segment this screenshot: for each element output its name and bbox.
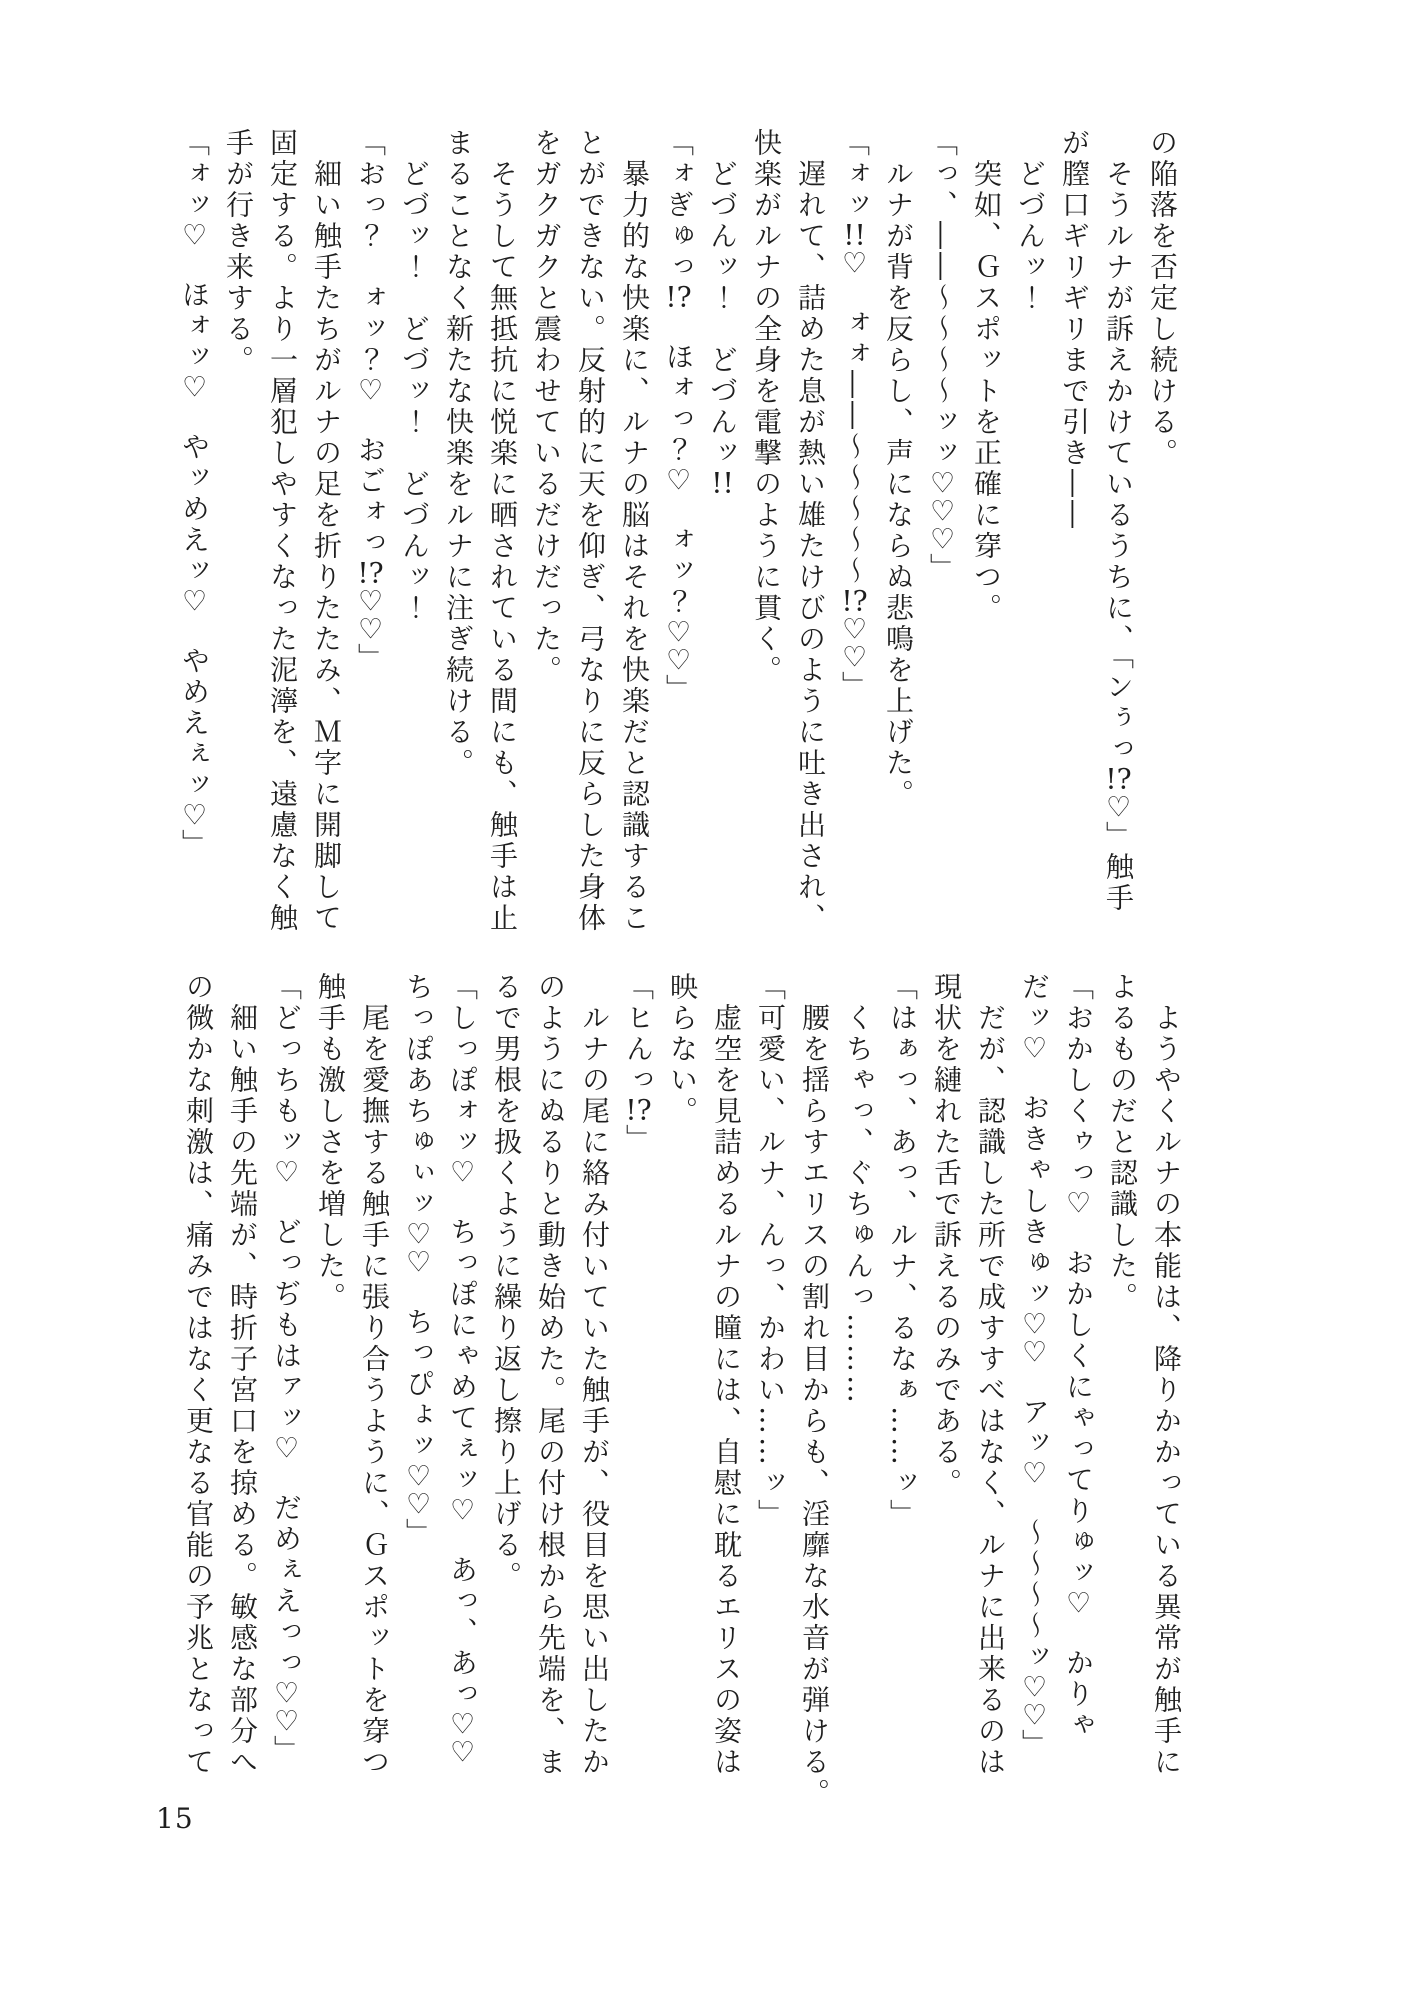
text-line: 映らない。 bbox=[666, 972, 699, 1127]
text-line: そうルナが訴えかけているうちに、「ンぅっ!?♡」触手 bbox=[1102, 128, 1135, 914]
text-line: が膣口ギリギリまで引き―― bbox=[1058, 128, 1091, 531]
text-line: 現状を縺れた舌で訴えるのみである。 bbox=[930, 972, 963, 1499]
text-line: 「おっ？ ォッ？♡ おごォっ!?♡♡」 bbox=[354, 128, 387, 674]
text-line: 「可愛い、ルナ、んっ、かわい……ッ」 bbox=[754, 972, 787, 1530]
text-line: 快楽がルナの全身を電撃のように貫く。 bbox=[750, 128, 783, 686]
text-line: のようにぬるりと動き始めた。尾の付け根から先端を、ま bbox=[534, 972, 567, 1778]
text-line: どづッ！ どづッ！ どづんッ！ bbox=[398, 128, 431, 624]
text-line: 触手も激しさを増した。 bbox=[314, 972, 347, 1313]
page-number: 15 bbox=[156, 1802, 194, 1835]
text-line: 遅れて、詰めた息が熱い雄たけびのように吐き出され、 bbox=[794, 128, 827, 934]
text-line: 細い触手の先端が、時折子宮口を掠める。敏感な部分へ bbox=[226, 972, 259, 1778]
text-line: どづんッ！ どづんッ!! bbox=[706, 128, 739, 497]
text-block-top bbox=[172, 128, 1184, 992]
text-block-bottom bbox=[176, 972, 1188, 1836]
text-line: ルナが背を反らし、声にならぬ悲鳴を上げた。 bbox=[882, 128, 915, 810]
text-line: 手が行き来する。 bbox=[222, 128, 255, 376]
text-line: だが、認識した所で成すすべはなく、ルナに出来るのは bbox=[974, 972, 1007, 1778]
text-line: 「おかしくゥっ♡ おかしくにゃってりゅッ♡ かりゃ bbox=[1062, 972, 1095, 1741]
text-line: 尾を愛撫する触手に張り合うように、Ｇスポットを穿つ bbox=[358, 972, 391, 1778]
text-line: よるものだと認識した。 bbox=[1106, 972, 1139, 1313]
text-line: どづんッ！ bbox=[1014, 128, 1047, 314]
text-line: 腰を揺らすエリスの割れ目からも、淫靡な水音が弾ける。 bbox=[798, 972, 831, 1809]
text-line: の陥落を否定し続ける。 bbox=[1146, 128, 1179, 469]
text-line: 「ォッ!!♡ ォォ――～～～～～!?♡♡」 bbox=[838, 128, 871, 702]
text-line: 「っ、――～～～～ッッ♡♡♡」 bbox=[926, 128, 959, 584]
text-line: 暴力的な快楽に、ルナの脳はそれを快楽だと認識するこ bbox=[618, 128, 651, 934]
text-line: とができない。反射的に天を仰ぎ、弓なりに反らした身体 bbox=[574, 128, 607, 934]
text-line: 突如、Ｇスポットを正確に穿つ。 bbox=[970, 128, 1003, 624]
text-line: ルナの尾に絡み付いていた触手が、役目を思い出したか bbox=[578, 972, 611, 1778]
text-line: くちゃっ、ぐちゅんっ……… bbox=[842, 972, 875, 1406]
text-line: 細い触手たちがルナの足を折りたたみ、Ｍ字に開脚して bbox=[310, 128, 343, 934]
text-line: 「しっぽォッ♡ ちっぽにゃめてぇッ♡ あっ、あっ♡♡ bbox=[446, 972, 479, 1766]
text-line: 虚空を見詰めるルナの瞳には、自慰に耽るエリスの姿は bbox=[710, 972, 743, 1778]
text-line: るで男根を扱くように繰り返し擦り上げる。 bbox=[490, 972, 523, 1592]
text-line: 「どっちもッ♡ どっぢもはァッ♡ だめぇえっっ♡♡」 bbox=[270, 972, 303, 1766]
text-line: をガクガクと震わせているだけだった。 bbox=[530, 128, 563, 686]
text-line: 「ォぎゅっ!? ほォっ？♡ ォッ？♡♡」 bbox=[662, 128, 695, 705]
text-line: だッ♡ おきゃしきゅッ♡♡ アッ♡ ～～～～ッ♡♡」 bbox=[1018, 972, 1051, 1760]
text-line: ようやくルナの本能は、降りかかっている異常が触手に bbox=[1150, 972, 1183, 1778]
text-line: 固定する。より一層犯しやすくなった泥濘を、遠慮なく触 bbox=[266, 128, 299, 934]
text-line: 「ヒんっ!?」 bbox=[622, 972, 655, 1155]
text-line: の微かな刺激は、痛みではなく更なる官能の予兆となって bbox=[182, 972, 215, 1778]
text-line: そうして無抵抗に悦楽に晒されている間にも、触手は止 bbox=[486, 128, 519, 934]
text-line: ちっぽあちゅぃッ♡♡ ちっぴょッ♡♡」 bbox=[402, 972, 435, 1549]
text-line: 「はぁっ、あっ、ルナ、るなぁ……ッ」 bbox=[886, 972, 919, 1530]
text-line: まることなく新たな快楽をルナに注ぎ続ける。 bbox=[442, 128, 475, 779]
text-line: 「ォッ♡ ほォッ♡ やッめえッ♡ やめえぇッ♡」 bbox=[178, 128, 211, 860]
